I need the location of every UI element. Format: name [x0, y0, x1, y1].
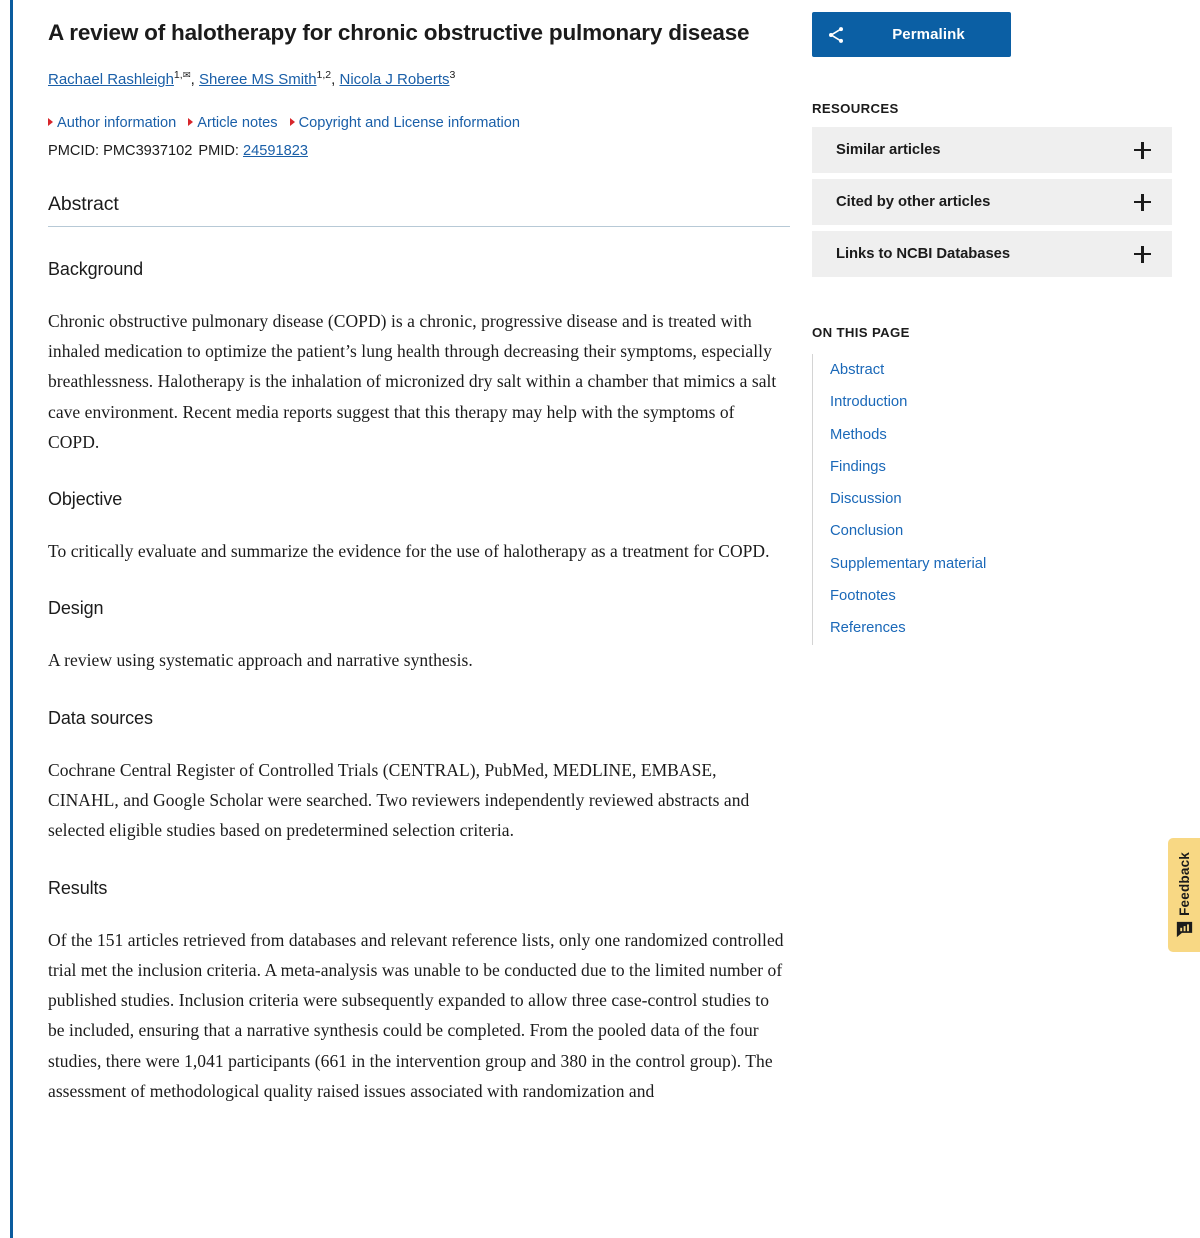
- permalink-button[interactable]: [812, 12, 1011, 57]
- article-meta-links: [48, 113, 790, 135]
- plus-icon[interactable]: [1134, 142, 1151, 159]
- list-item: [813, 386, 1172, 418]
- copyright-license-toggle[interactable]: [290, 113, 520, 135]
- abstract-subheading-data-sources: Data sources: [48, 707, 153, 728]
- on-this-page-nav: [812, 354, 1172, 645]
- accordion-label: Links to NCBI Databases: [836, 246, 1010, 262]
- plus-icon[interactable]: [1134, 194, 1151, 211]
- nav-item-findings[interactable]: Findings: [830, 458, 886, 475]
- article-column: [48, 18, 790, 1106]
- plus-icon[interactable]: [1134, 246, 1151, 263]
- abstract-paragraph-objective: To critically evaluate and summarize the evidence for the use of halotherapy as a treatment for COPD.: [48, 541, 770, 562]
- author-link-2[interactable]: [199, 71, 317, 88]
- list-item: [813, 548, 1172, 580]
- list-item: [813, 354, 1172, 386]
- accordion-similar-articles[interactable]: [812, 127, 1172, 173]
- accordion-label: Cited by other articles: [836, 194, 991, 210]
- author-sup-3: 3: [449, 69, 456, 82]
- nav-item-methods[interactable]: Methods: [830, 426, 887, 443]
- author-link-3[interactable]: [340, 71, 450, 88]
- nav-item-introduction[interactable]: Introduction: [830, 394, 908, 411]
- abstract-heading: Abstract: [48, 193, 790, 227]
- abstract-paragraph-results: Of the 151 articles retrieved from databases and relevant reference lists, only one randomized controlled trial met the inclusion criteria. A meta-analysis was unable to be conducted due to the limited number of published studies. Inclusion criteria were subsequently expanded to allow three case-control studies to be included, ensuring that a narrative synthesis could be completed. From the pooled data of the four studies, there were 1,041 participants (661 in the intervention group and 380 in the control group). The assessment of methodological quality raised issues associated with randomization and: [48, 929, 784, 1101]
- accordion-links-to-ncbi-databases[interactable]: [812, 231, 1172, 277]
- author-link-1[interactable]: [48, 71, 174, 88]
- list-item: [813, 515, 1172, 547]
- author-name-2: Sheree MS Smith: [199, 71, 317, 89]
- list-item: [813, 483, 1172, 515]
- feedback-chart-icon: [1176, 921, 1193, 938]
- permalink-button-label: Permalink: [892, 26, 965, 43]
- abstract-paragraph-background: Chronic obstructive pulmonary disease (COPD) is a chronic, progressive disease and is treated with inhaled medication to optimize the patient’s lung health through decreasing their symptoms, especially breathlessness. Halotherapy is the inhalation of micronized dry salt within a chamber that mimics a salt cave environment. Recent media reports suggest that this therapy may help with the symptoms of COPD.: [48, 310, 777, 452]
- triangle-right-icon: [188, 118, 193, 126]
- pmid-link[interactable]: 24591823: [243, 142, 308, 159]
- list-item: [813, 580, 1172, 612]
- author-information-label[interactable]: Author information: [57, 115, 177, 131]
- resources-heading: RESOURCES: [812, 101, 899, 116]
- article-notes-label[interactable]: Article notes: [197, 115, 278, 131]
- nav-item-conclusion[interactable]: Conclusion: [830, 523, 904, 540]
- pmcid-label: PMCID:: [48, 142, 100, 159]
- abstract-subheading-design: Design: [48, 598, 104, 619]
- envelope-icon: ✉: [182, 70, 191, 82]
- nav-item-discussion[interactable]: Discussion: [830, 491, 902, 508]
- nav-item-footnotes[interactable]: Footnotes: [830, 588, 896, 605]
- triangle-right-icon: [48, 118, 53, 126]
- accordion-cited-by-other-articles[interactable]: [812, 179, 1172, 225]
- author-name-3: Nicola J Roberts: [339, 71, 450, 89]
- on-this-page-heading: ON THIS PAGE: [812, 325, 910, 340]
- list-item: [813, 419, 1172, 451]
- feedback-tab-label: Feedback: [1176, 852, 1192, 916]
- abstract-subheading-results: Results: [48, 877, 108, 898]
- abstract-paragraph-data-sources: Cochrane Central Register of Controlled Trials (CENTRAL), PubMed, MEDLINE, EMBASE, CINAHL, and Google Scholar were searched. Two reviewers independently reviewed abstracts and selected eligible studies based on predetermined selection criteria.: [48, 759, 750, 841]
- pmid-label: PMID:: [198, 142, 239, 159]
- list-item: [813, 451, 1172, 483]
- author-sup-1: 1,✉: [173, 69, 191, 82]
- nav-item-abstract[interactable]: Abstract: [830, 362, 885, 378]
- nav-item-references[interactable]: References: [830, 620, 906, 637]
- abstract-subheading-background: Background: [48, 258, 144, 279]
- share-icon: [812, 25, 860, 45]
- article-identifiers: [48, 143, 790, 159]
- copyright-license-label[interactable]: Copyright and License information: [298, 115, 521, 131]
- author-name-1: Rachael Rashleigh: [48, 71, 174, 89]
- abstract-paragraph-design: A review using systematic approach and narrative synthesis.: [48, 650, 473, 671]
- nav-item-supplementary-material[interactable]: Supplementary material: [830, 555, 987, 572]
- author-information-toggle[interactable]: [48, 113, 176, 135]
- author-list: Rachael Rashleigh$^{1,✉}$, Sheree MS Smith$^{1,2}$, Nicola J Roberts$^3$: [48, 69, 456, 89]
- accordion-label: Similar articles: [836, 142, 941, 158]
- pmcid-value: PMC3937102: [103, 142, 193, 159]
- abstract-subheading-objective: Objective: [48, 489, 123, 510]
- right-sidebar: [812, 12, 1172, 645]
- list-item: [813, 612, 1172, 644]
- triangle-right-icon: [290, 118, 295, 126]
- author-sup-2: 1,2: [316, 69, 332, 82]
- page-title: A review of halotherapy for chronic obstructive pulmonary disease: [48, 20, 750, 45]
- article-notes-toggle[interactable]: [188, 113, 277, 135]
- feedback-tab[interactable]: [1168, 838, 1200, 952]
